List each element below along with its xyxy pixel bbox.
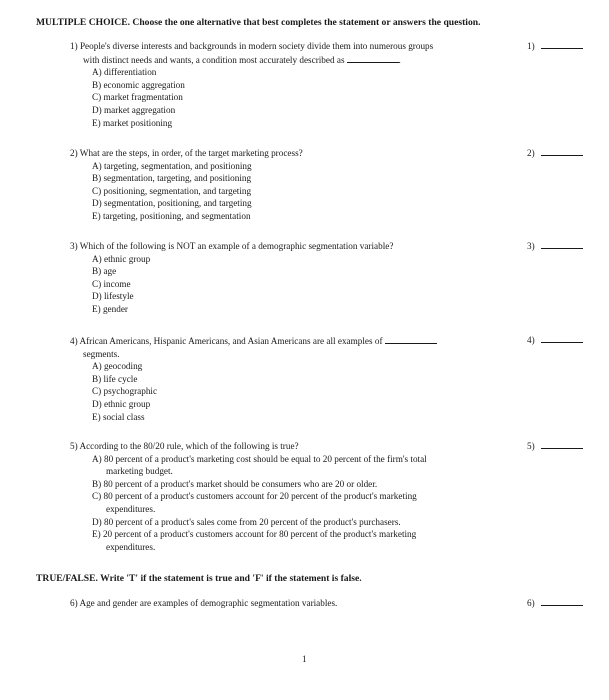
answer-label: 1) (527, 41, 535, 51)
option-a-continued: marketing budget. (106, 466, 173, 477)
option-e: E) targeting, positioning, and segmentation (92, 210, 251, 221)
option-c: C) income (92, 278, 131, 289)
answer-slot-1[interactable] (527, 40, 583, 51)
question-stem: 1) People's diverse interests and backgrounds in modern society divide them into numerous groups (70, 41, 434, 51)
option-d: D) segmentation, positioning, and targeting (92, 198, 252, 209)
answer-line[interactable] (541, 440, 583, 449)
mc-title: MULTIPLE CHOICE. (36, 17, 131, 28)
option-d: D) lifestyle (92, 291, 134, 302)
answer-slot-2[interactable] (527, 147, 583, 158)
question-4 (70, 334, 437, 423)
tf-title: TRUE/FALSE. (36, 573, 98, 584)
option-a: A) geocoding (92, 361, 143, 372)
question-1 (70, 40, 433, 129)
answer-line[interactable] (541, 597, 583, 606)
answer-line[interactable] (541, 334, 583, 343)
option-a: A) differentiation (92, 67, 157, 78)
answer-line[interactable] (541, 147, 583, 156)
question-stem: 6) Age and gender are examples of demographic segmentation variables. (70, 598, 338, 608)
question-stem: 4) African Americans, Hispanic Americans, and Asian Americans are all examples of (70, 334, 437, 348)
answer-label: 5) (527, 441, 535, 451)
option-c: C) market fragmentation (92, 92, 183, 103)
answer-slot-6[interactable] (527, 597, 583, 608)
option-b: B) economic aggregation (92, 79, 185, 90)
option-c-continued: expenditures. (106, 503, 156, 514)
answer-label: 4) (527, 335, 535, 345)
answer-label: 2) (527, 148, 535, 158)
option-d: D) market aggregation (92, 104, 176, 115)
option-c: C) 80 percent of a product's customers account for 20 percent of the product's marketing (92, 491, 417, 502)
answer-slot-5[interactable] (527, 440, 583, 451)
question-stem-continued: with distinct needs and wants, a condition most accurately described as . (83, 54, 401, 65)
question-3 (70, 240, 393, 316)
page-number: 1 (302, 654, 307, 664)
question-stem: 5) According to the 80/20 rule, which of the following is true? (70, 441, 299, 451)
option-e: E) market positioning (92, 117, 173, 128)
option-c: C) psychographic (92, 386, 158, 397)
mc-instruction: Choose the one alternative that best completes the statement or answers the question. (132, 17, 481, 28)
option-d: D) 80 percent of a product's sales come from 20 percent of the product's purchasers. (92, 516, 401, 527)
option-b: B) age (92, 266, 117, 277)
option-c: C) positioning, segmentation, and targeting (92, 185, 252, 196)
fill-blank (385, 334, 437, 344)
question-5 (70, 440, 427, 553)
question-2 (70, 147, 303, 223)
answer-slot-4[interactable] (527, 334, 583, 345)
mc-section-header (36, 17, 481, 28)
answer-slot-3[interactable] (527, 240, 583, 251)
option-e: E) social class (92, 411, 145, 422)
option-a: A) 80 percent of a product's marketing cost should be equal to 20 percent of the firm's total (92, 453, 427, 464)
option-b: B) segmentation, targeting, and positioning (92, 173, 252, 184)
answer-line[interactable] (541, 240, 583, 249)
option-e: E) 20 percent of a product's customers account for 80 percent of the product's marketing (92, 529, 417, 540)
option-a: A) targeting, segmentation, and positioning (92, 160, 252, 171)
question-stem: 3) Which of the following is NOT an example of a demographic segmentation variable? (70, 241, 394, 251)
option-a: A) ethnic group (92, 253, 151, 264)
answer-line[interactable] (541, 40, 583, 49)
question-6 (70, 597, 337, 610)
answer-label: 3) (527, 241, 535, 251)
question-stem: 2) What are the steps, in order, of the target marketing process? (70, 148, 303, 158)
option-b: B) life cycle (92, 373, 138, 384)
option-e-continued: expenditures. (106, 541, 156, 552)
answer-label: 6) (527, 598, 535, 608)
tf-instruction: Write 'T' if the statement is true and 'F' if the statement is false. (100, 573, 362, 584)
option-b: B) 80 percent of a product's market should be consumers who are 20 or older. (92, 478, 378, 489)
option-e: E) gender (92, 303, 128, 314)
option-d: D) ethnic group (92, 398, 151, 409)
question-stem-continued: segments. (83, 348, 120, 359)
fill-blank (347, 53, 399, 63)
tf-section-header (36, 573, 362, 584)
